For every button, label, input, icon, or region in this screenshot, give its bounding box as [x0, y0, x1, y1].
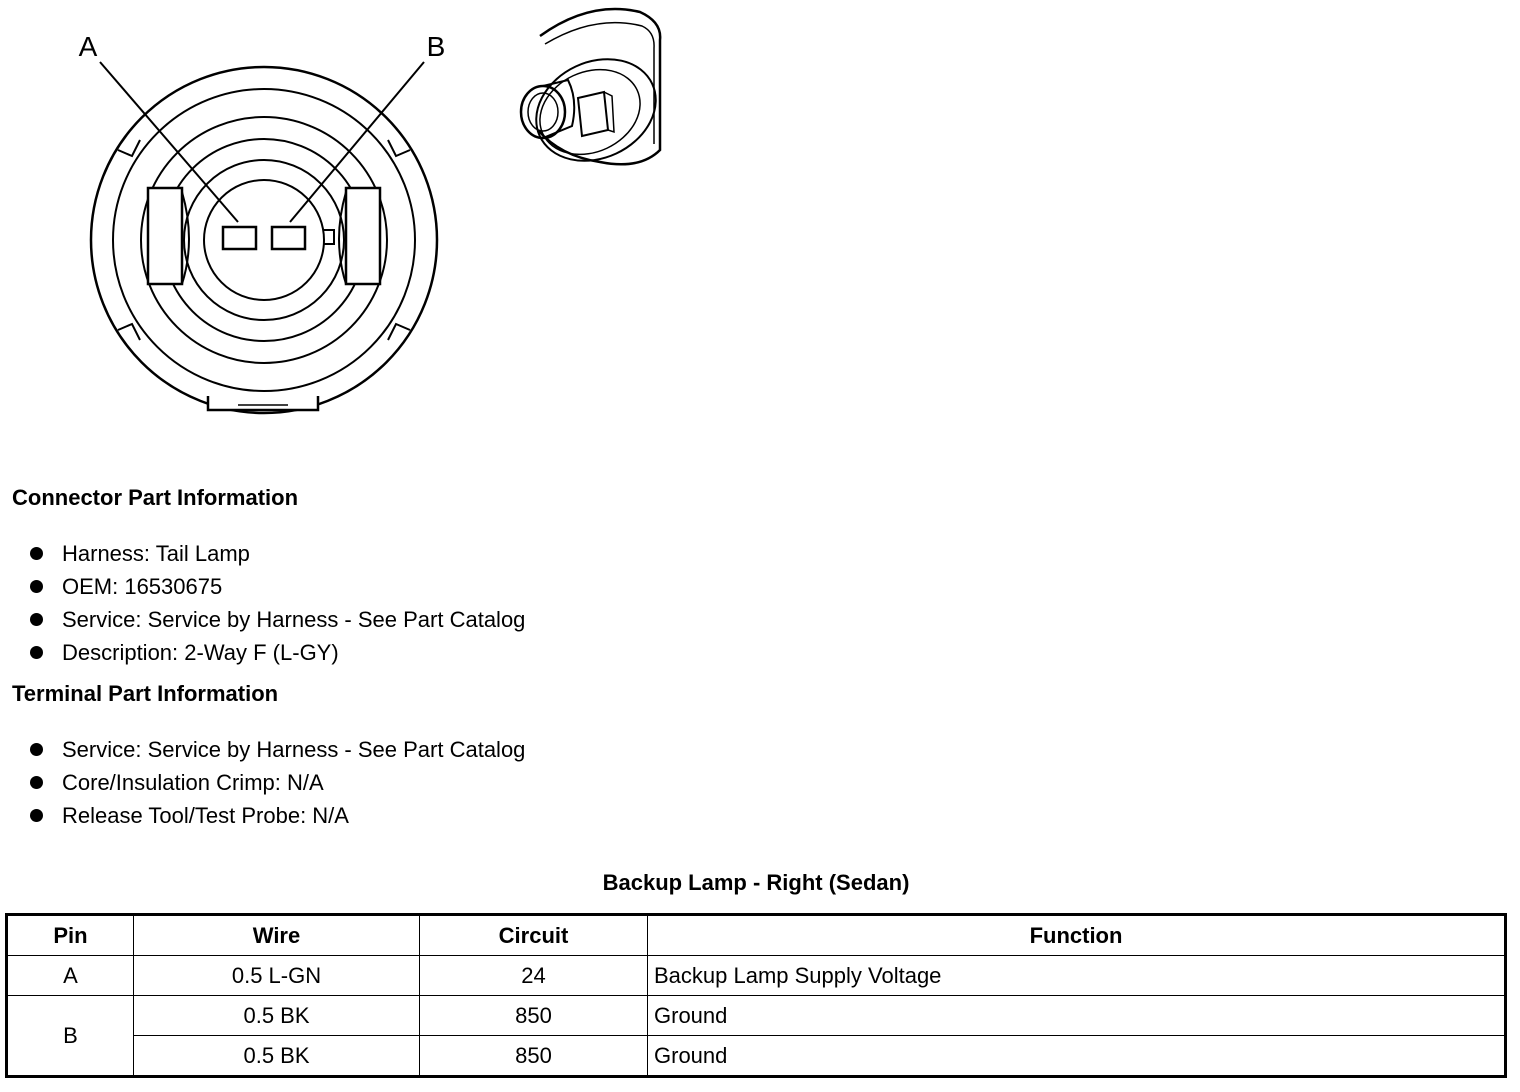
list-item: Description: 2-Way F (L-GY): [28, 636, 525, 669]
connector-diagram: [0, 0, 700, 430]
cell-circuit: 24: [420, 956, 648, 996]
list-item: Harness: Tail Lamp: [28, 537, 525, 570]
table-header-row: [7, 915, 1506, 956]
list-item: Service: Service by Harness - See Part Catalog: [28, 603, 525, 636]
cell-circuit: 850: [420, 1036, 648, 1077]
column-header-circuit: Circuit: [420, 915, 648, 956]
terminal-b: [272, 227, 305, 249]
table-row: [7, 956, 1506, 996]
column-header-function: Function: [648, 915, 1506, 956]
terminal-a: [223, 227, 256, 249]
bullet-icon: [30, 743, 43, 756]
terminal-info-list: [28, 733, 525, 832]
cell-circuit: 850: [420, 996, 648, 1036]
list-item: Core/Insulation Crimp: N/A: [28, 766, 525, 799]
connector-info-heading: Connector Part Information: [12, 485, 299, 510]
cell-wire: 0.5 BK: [134, 996, 420, 1036]
list-item: Service: Service by Harness - See Part Catalog: [28, 733, 525, 766]
cell-function: Backup Lamp Supply Voltage: [648, 956, 1506, 996]
pin-label-b: B: [426, 31, 446, 62]
cell-function: Ground: [648, 1036, 1506, 1077]
cell-wire: 0.5 L-GN: [134, 956, 420, 996]
pin-label-a: A: [78, 31, 98, 62]
table-row: [7, 996, 1506, 1036]
list-item: OEM: 16530675: [28, 570, 525, 603]
cell-wire: 0.5 BK: [134, 1036, 420, 1077]
column-header-pin: Pin: [7, 915, 134, 956]
bullet-icon: [30, 613, 43, 626]
bullet-icon: [30, 776, 43, 789]
connector-outer-ring: [91, 67, 437, 413]
connector-info-list: [28, 537, 525, 669]
bullet-icon: [30, 580, 43, 593]
list-item: Release Tool/Test Probe: N/A: [28, 799, 525, 832]
bullet-icon: [30, 809, 43, 822]
bullet-icon: [30, 547, 43, 560]
cell-pin: A: [7, 956, 134, 996]
cell-function: Ground: [648, 996, 1506, 1036]
terminal-info-heading: Terminal Part Information: [12, 681, 279, 706]
connector-3d-view: [520, 9, 673, 180]
bullet-icon: [30, 646, 43, 659]
column-header-wire: Wire: [134, 915, 420, 956]
pinout-table: [5, 913, 1507, 1078]
cell-pin: B: [7, 996, 134, 1077]
table-title: Backup Lamp - Right (Sedan): [602, 870, 910, 895]
table-row: [7, 1036, 1506, 1077]
